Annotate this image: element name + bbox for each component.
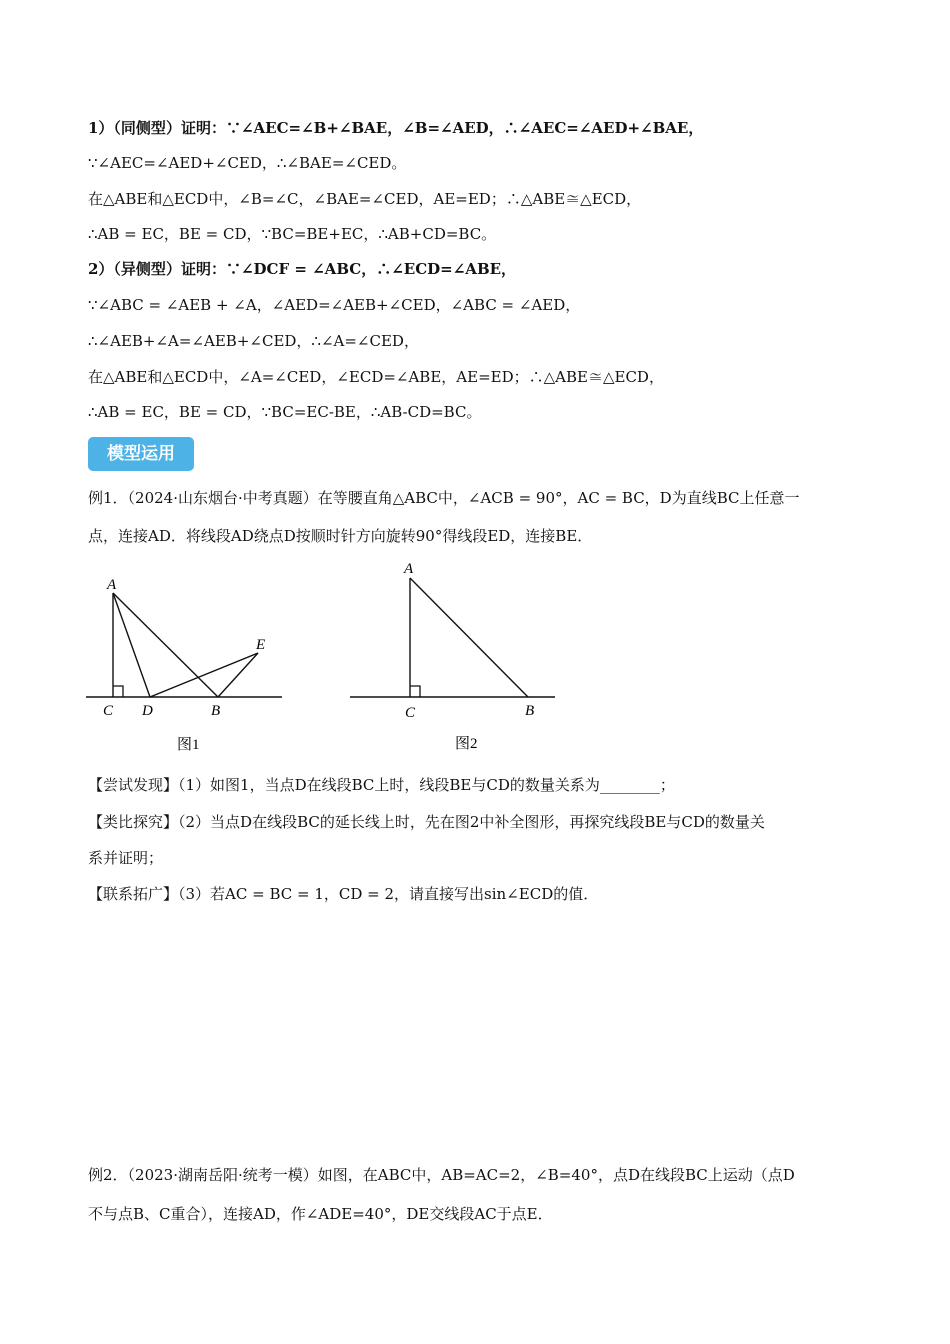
fig1-label-a: A: [107, 577, 117, 593]
proof-line-2: ∵∠AEC=∠AED+∠CED，∴∠BAE=∠CED。: [88, 154, 407, 172]
fig1-label-d: D: [142, 703, 153, 719]
fig2-label-a: A: [404, 561, 414, 577]
example1-line-2: 点，连接AD．将线段AD绕点D按顺时针方向旋转90°得线段ED，连接BE．: [88, 527, 593, 545]
fig2-label-b: B: [525, 703, 535, 719]
fig1-label-e: E: [256, 637, 266, 653]
example1-question-2b: 系并证明；: [88, 849, 164, 867]
proof-line-8: 在△ABE和△ECD中，∠A=∠CED，∠ECD=∠ABE，AE=ED；∴△ABE≅△ECD，: [88, 368, 664, 386]
proof-line-3: 在△ABE和△ECD中，∠B=∠C，∠BAE=∠CED，AE=ED；∴△ABE≅△ECD，: [88, 190, 642, 208]
fig1-caption: 图1: [177, 737, 200, 753]
proof-line-1: 1）（同侧型）证明：∵∠AEC=∠B+∠BAE，∠B=∠AED，∴∠AEC=∠AED+∠BAE，: [88, 119, 704, 137]
proof-line-7: ∴∠AEB+∠A=∠AEB+∠CED，∴∠A=∠CED，: [88, 332, 419, 350]
fig1-label-b: B: [211, 703, 221, 719]
fig1-label-c: C: [103, 703, 114, 719]
example2-line-1: 例2．（2023·湖南岳阳·统考一模）如图，在ABC中，AB=AC=2，∠B=40°，点D在线段BC上运动（点D: [88, 1166, 795, 1184]
proof-line-4: ∴AB = EC，BE = CD，∵BC=BE+EC，∴AB+CD=BC。: [88, 225, 497, 243]
example1-question-1: 【尝试发现】（1）如图1，当点D在线段BC上时，线段BE与CD的数量关系为________；: [88, 776, 675, 794]
example2-line-2: 不与点B、C重合），连接AD，作∠ADE=40°，DE交线段AC于点E．: [88, 1205, 553, 1223]
proof-line-9: ∴AB = EC，BE = CD，∵BC=EC-BE，∴AB-CD=BC。: [88, 403, 482, 421]
fig2-label-c: C: [405, 705, 416, 721]
example1-line-1: 例1．（2024·山东烟台·中考真题）在等腰直角△ABC中，∠ACB = 90°，AC = BC，D为直线BC上任意一: [88, 489, 800, 507]
section-badge: 模型运用: [88, 437, 194, 471]
figure-1: [80, 570, 300, 760]
example1-question-3: 【联系拓广】（3）若AC = BC = 1，CD = 2，请直接写出sin∠ECD的值．: [88, 885, 599, 903]
example1-question-2a: 【类比探究】（2）当点D在线段BC的延长线上时，先在图2中补全图形，再探究线段BE与CD的数量关: [88, 813, 765, 831]
fig2-caption: 图2: [455, 736, 478, 752]
proof-line-5: 2）（异侧型）证明：∵∠DCF = ∠ABC，∴∠ECD=∠ABE，: [88, 260, 517, 278]
proof-line-6: ∵∠ABC = ∠AEB + ∠A，∠AED=∠AEB+∠CED，∠ABC = ∠AED，: [88, 296, 581, 314]
figure-2: [340, 555, 570, 760]
